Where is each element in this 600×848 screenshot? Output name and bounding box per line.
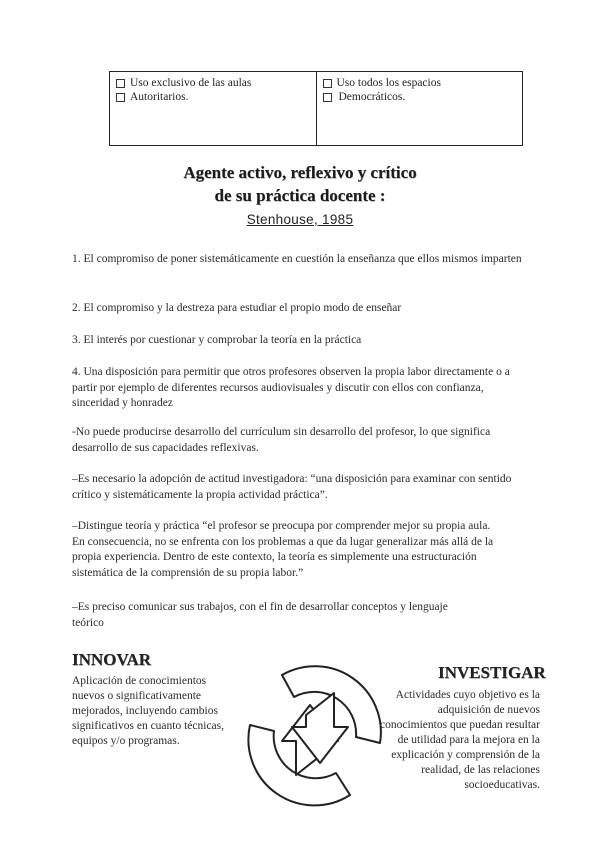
page-title: Agente activo, reflexivo y crítico [183,163,417,182]
page-title-line2: de su práctica docente : [214,186,386,205]
list-item [116,76,310,90]
comparison-table [109,71,523,146]
list-item-label: Democráticos. [338,91,406,103]
checkbox-icon [116,93,125,102]
innovar-description: Aplicación de conocimientos nuevos o significativamente mejorados, incluyendo cambios significativos en cuanto técnicas, equipos y/o programas. [72,675,225,747]
comparison-cell-left [110,72,316,145]
commitment-item: 1. El compromiso de poner sistemáticamente en cuestión la enseñanza que ellos mismos imparten [72,253,522,265]
list-item [116,90,310,104]
commitment-item: 2. El compromiso y la destreza para estudiar el propio modo de enseñar [72,302,402,314]
list-item-label: Uso exclusivo de las aulas [130,77,252,89]
list-item-label: Uso todos los espacios [336,77,441,89]
note-paragraph: –Es preciso comunicar sus trabajos, con el fin de desarrollar conceptos y lenguaje teórico [72,601,448,629]
author-citation: Stenhouse, 1985 [246,212,354,227]
list-item [323,76,517,90]
list-item [323,90,517,104]
commitment-item: 3. El interés por cuestionar y comprobar la teoría en la práctica [72,334,362,346]
checkbox-icon [323,79,332,88]
note-paragraph: -No puede producirse desarrollo del currículum sin desarrollo del profesor, lo que significa desarrollo de sus capacidades reflexivas. [72,426,491,454]
comparison-cell-right [316,72,523,145]
note-paragraph: –Es necesario la adopción de actitud investigadora: “una disposición para examinar con sentido crítico y sistemáticamente la propia actividad práctica”. [72,473,512,501]
checkbox-icon [116,79,125,88]
investigar-heading: INVESTIGAR [438,663,546,682]
checkbox-icon [323,93,332,102]
list-item-label: Autoritarios. [130,91,189,103]
innovar-heading: INNOVAR [72,650,152,669]
commitment-item: 4. Una disposición para permitir que otros profesores observen la propia labor directamente o a partir por ejemplo de diferentes recursos audiovisuales y discutir con ellos con confianza, sinceridad y honradez [72,366,510,409]
cycle-arrows-icon [238,657,392,811]
investigar-description: Actividades cuyo objetivo es la adquisición de nuevos conocimientos que puedan resultar de utilidad para la mejora en la explicación y comprensión de la realidad, de las relaciones socioeducativas. [380,689,540,791]
note-paragraph: –Distingue teoría y práctica “el profesor se preocupa por comprender mejor su propia aula. En consecuencia, no se enfrenta con los problemas a que da lugar generalizar más allá de la propia experiencia. Dentro de este contexto, la teoría es simplemente una estructuración sistemática de la comprensión de su propia labor.” [72,520,494,579]
